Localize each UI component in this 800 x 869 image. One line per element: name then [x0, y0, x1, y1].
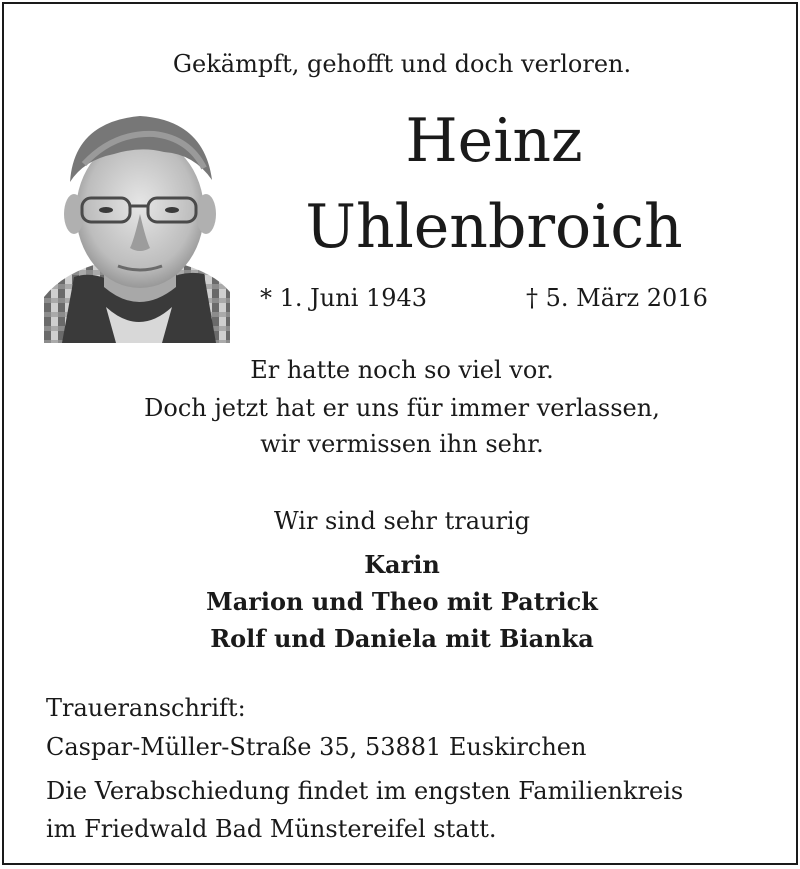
mourning-address: Caspar-Müller-Straße 35, 53881 Euskirchen — [46, 733, 587, 761]
portrait-photo — [44, 102, 230, 343]
address-label: Traueranschrift: — [46, 694, 246, 722]
verse-line: wir vermissen ihn sehr. — [260, 430, 544, 458]
farewell-line: Die Verabschiedung findet im engsten Familienkreis — [46, 777, 684, 805]
obituary-notice — [2, 2, 798, 865]
family-member: Rolf und Daniela mit Bianka — [210, 624, 594, 653]
deceased-first-name: Heinz — [405, 106, 583, 176]
death-date: † 5. März 2016 — [526, 284, 708, 312]
birth-date: * 1. Juni 1943 — [260, 284, 428, 312]
motto: Gekämpft, gehofft und doch verloren. — [172, 50, 632, 78]
farewell-line: im Friedwald Bad Münstereifel statt. — [46, 815, 497, 843]
family-member: Karin — [364, 550, 440, 579]
family-member: Marion und Theo mit Patrick — [206, 587, 598, 616]
deceased-last-name: Uhlenbroich — [305, 192, 683, 262]
mourning-line: Wir sind sehr traurig — [274, 507, 530, 535]
verse-line: Doch jetzt hat er uns für immer verlassen, — [144, 394, 660, 422]
verse-line: Er hatte noch so viel vor. — [250, 356, 554, 384]
